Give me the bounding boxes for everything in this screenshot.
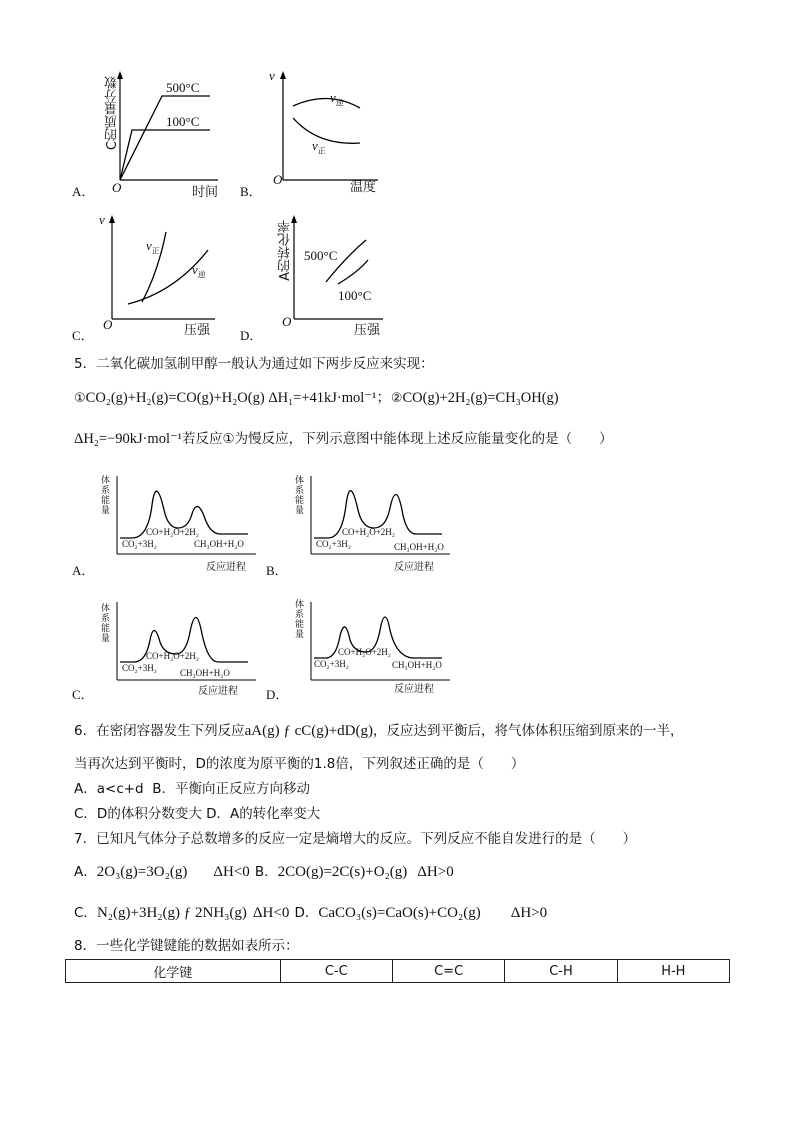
bond-energy-table xyxy=(65,959,730,983)
table-header-cell: C-H xyxy=(505,960,617,983)
graph-c-letter: C． xyxy=(72,328,94,343)
graph-a-origin: O xyxy=(112,180,122,195)
energy-b-intermediate: CO+H₂O+2H₂ xyxy=(342,527,395,537)
q5-condition xyxy=(74,428,613,449)
energy-c-ylabel: 体 系 能 量 xyxy=(101,604,111,644)
q5-eq2-mark: ② xyxy=(390,391,403,406)
q5-eq2: CO(g)+2H₂(g)=CH₃OH(g) xyxy=(402,390,559,406)
q5-stem: 5．二氧化碳加氢制甲醇一般认为通过如下两步反应来实现： xyxy=(74,356,434,372)
table-row xyxy=(66,960,730,983)
q5-eq1-mark: ① xyxy=(74,391,86,406)
q6-options-row1 xyxy=(74,779,310,799)
q5-equations xyxy=(74,386,559,407)
q6-option-a: A．a<c+d xyxy=(74,781,144,797)
q5-eq1: CO₂(g)+H₂(g)=CO(g)+H₂O(g) xyxy=(85,390,265,406)
energy-diagram-a xyxy=(70,470,260,580)
graph-c-label-v-reverse: $v_逆$ xyxy=(192,262,206,280)
q7-options-row1: A．2O₃(g)=3O₂(g) ΔH<0 B．2CO(g)=2C(s)+O₂(g) ΔH>0 xyxy=(74,864,454,880)
graph-d-letter: D． xyxy=(240,328,263,343)
graph-b xyxy=(238,68,388,198)
q7-option-b: 2CO(g)=2C(s)+O₂(g) xyxy=(277,864,408,880)
q6-line1: 6．在密闭容器发生下列反应aA(g) ƒ cC(g)+dD(g)，反应达到平衡后，将气体体积压缩到原来的一半， xyxy=(74,723,684,739)
table-header-cell: C=C xyxy=(392,960,504,983)
graph-b-letter: B． xyxy=(240,184,262,199)
energy-a-product: CH₃OH+H₂O xyxy=(194,539,244,549)
energy-diagram-d xyxy=(264,596,454,706)
graph-a-letter: A． xyxy=(72,184,95,199)
energy-diagram-c xyxy=(70,596,260,706)
energy-c-letter: C． xyxy=(72,687,94,702)
graph-d-label-500: 500°C xyxy=(304,248,338,263)
graph-d-origin: O xyxy=(282,314,292,329)
table-header-cell: C-C xyxy=(280,960,392,983)
energy-d-letter: D． xyxy=(266,687,289,702)
energy-d-ylabel: 体 系 能 量 xyxy=(295,600,305,640)
energy-b-product: CH₃OH+H₂O xyxy=(394,542,444,552)
energy-c-reactant: CO₂+3H₂ xyxy=(122,663,157,673)
q6-line2: 当再次达到平衡时，D的浓度为原平衡的1.8倍，下列叙述正确的是（ ） xyxy=(74,756,525,772)
q6-option-b: B．平衡向正反应方向移动 xyxy=(152,781,310,797)
energy-c-xlabel: 反应进程 xyxy=(198,686,238,697)
graph-b-label-v-forward: $v_正$ xyxy=(312,138,326,156)
graph-b-origin: O xyxy=(273,172,283,187)
graph-a-label-100: 100°C xyxy=(166,114,200,129)
graph-c-xlabel: 压强 xyxy=(184,323,211,338)
q5-dh2: ΔH₂=−90kJ·mol⁻¹ xyxy=(74,431,182,447)
table-header-cell: 化学键 xyxy=(66,960,281,983)
q8-stem: 8．一些化学键键能的数据如表所示： xyxy=(74,938,299,954)
table-header-cell: H-H xyxy=(617,960,729,983)
energy-d-xlabel: 反应进程 xyxy=(394,684,434,695)
energy-d-product: CH₃OH+H₂O xyxy=(392,660,442,670)
graph-a-curve-100 xyxy=(120,130,210,180)
graph-c xyxy=(70,212,220,342)
q6-option-c: C．D的体积分数变大 xyxy=(74,806,202,822)
q5-sep: ； xyxy=(376,390,391,406)
q7-options-row2: C．N₂(g)+3H₂(g) ƒ 2NH₃(g) ΔH<0 D．CaCO₃(s)=CaO(s)+CO₂(g) ΔH>0 xyxy=(74,905,548,921)
graph-c-origin: O xyxy=(103,317,113,332)
graph-a xyxy=(70,68,220,198)
graph-b-ylabel: v xyxy=(269,68,275,83)
graph-b-xlabel: 温度 xyxy=(350,180,377,195)
energy-c-intermediate: CO+H₂O+2H₂ xyxy=(146,651,199,661)
q6-reaction: aA(g) ƒ cC(g)+dD(g) xyxy=(244,723,374,739)
q6-options-row2 xyxy=(74,804,320,824)
q7-option-d: CaCO₃(s)=CaO(s)+CO₂(g) xyxy=(318,905,481,921)
q5-dh1: ΔH₁=+41kJ·mol⁻¹ xyxy=(268,390,377,406)
graph-a-xlabel: 时间 xyxy=(192,185,219,200)
energy-b-ylabel: 体 系 能 量 xyxy=(295,476,305,516)
energy-d-reactant: CO₂+3H₂ xyxy=(314,659,349,669)
graph-d-ylabel: A的转化率 xyxy=(278,220,293,281)
energy-b-letter: B． xyxy=(266,563,288,578)
energy-a-intermediate: CO+H₂O+2H₂ xyxy=(146,527,199,537)
graph-d xyxy=(238,212,388,342)
energy-c-product: CH₃OH+H₂O xyxy=(180,668,230,678)
energy-a-letter: A． xyxy=(72,563,95,578)
graph-a-curve-500 xyxy=(120,96,210,180)
energy-a-xlabel: 反应进程 xyxy=(206,562,246,573)
graph-b-curve-v-reverse xyxy=(293,98,360,108)
energy-a-reactant: CO₂+3H₂ xyxy=(122,539,157,549)
graph-d-xlabel: 压强 xyxy=(354,323,381,338)
q7-stem: 7．已知凡气体分子总数增多的反应一定是熵增大的反应。下列反应不能自发进行的是（ ） xyxy=(74,831,637,847)
q7-option-a: 2O₃(g)=3O₂(g) xyxy=(96,864,188,880)
q6-option-d: D．A的转化率变大 xyxy=(206,806,321,822)
q7-option-c: N₂(g)+3H₂(g) ƒ 2NH₃(g) xyxy=(96,905,247,921)
energy-diagram-b xyxy=(264,470,454,580)
graph-c-label-v-forward: $v_正$ xyxy=(146,238,160,256)
graph-c-ylabel: v xyxy=(99,212,105,227)
graph-b-label-v-reverse: $v_逆$ xyxy=(330,90,344,108)
energy-d-intermediate: CO+H₂O+2H₂ xyxy=(338,647,391,657)
graph-d-label-100: 100°C xyxy=(338,288,372,303)
q5-cond: 若反应①为慢反应，下列示意图中能体现上述反应能量变化的是（ ） xyxy=(182,431,613,447)
graph-a-label-500: 500°C xyxy=(166,80,200,95)
graph-b-curve-v-forward xyxy=(293,118,360,143)
energy-b-reactant: CO₂+3H₂ xyxy=(316,539,351,549)
energy-a-ylabel: 体 系 能 量 xyxy=(101,476,111,516)
energy-b-xlabel: 反应进程 xyxy=(394,562,434,573)
graph-a-ylabel: C的质量分数 xyxy=(105,76,120,151)
